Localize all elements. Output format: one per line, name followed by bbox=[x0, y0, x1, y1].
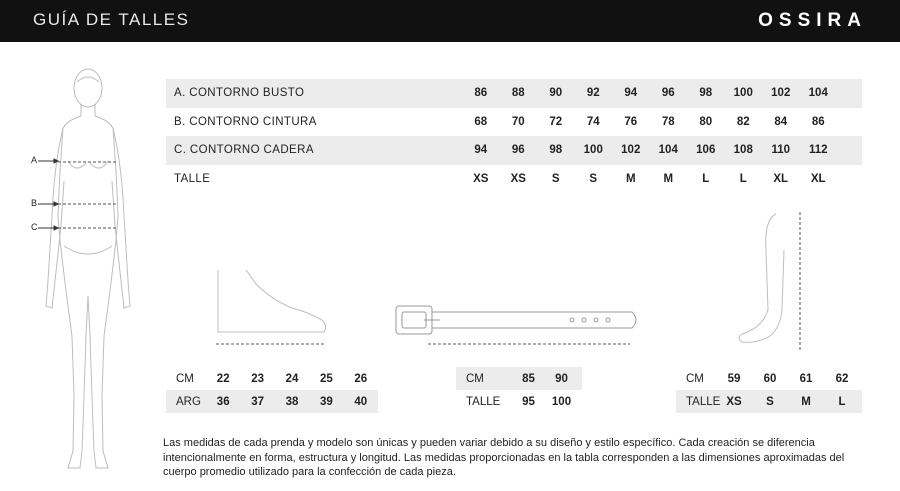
table-cell: 76 bbox=[624, 115, 638, 128]
table-cell: 90 bbox=[555, 372, 568, 385]
table-cell: 39 bbox=[319, 395, 333, 408]
table-row bbox=[456, 367, 582, 390]
row-label: TALLE bbox=[466, 395, 501, 408]
disclaimer-note: Las medidas de cada prenda y modelo son únicas y pueden variar debido a su diseño y estilo específico. Cada creación se diferencia intencionalmente en forma, estructura y longitud. Las medidas proporcionadas en la tabla corresponden a las dimensiones aproximadas del cuerpo promedio utilizado para la confección de cada pieza. bbox=[163, 437, 845, 478]
table-row bbox=[676, 367, 862, 390]
marker-c: C bbox=[31, 222, 38, 232]
table-cell: 84 bbox=[774, 115, 788, 128]
table-row-hip bbox=[166, 136, 862, 165]
table-cell: 86 bbox=[474, 87, 488, 100]
table-row-waist bbox=[166, 108, 862, 137]
table-cell: 78 bbox=[661, 115, 675, 128]
table-cell: 70 bbox=[511, 115, 525, 128]
header-bar bbox=[0, 0, 900, 42]
foot-illustration bbox=[212, 262, 332, 348]
row-label: CM bbox=[466, 372, 484, 385]
table-cell: 92 bbox=[586, 87, 600, 100]
table-cell: 59 bbox=[727, 372, 741, 385]
table-cell: XS bbox=[510, 172, 526, 185]
table-cell: 24 bbox=[285, 372, 299, 385]
table-cell: 94 bbox=[624, 87, 638, 100]
table-cell: L bbox=[702, 172, 710, 185]
table-cell: 100 bbox=[733, 87, 753, 100]
table-row bbox=[456, 390, 582, 413]
page-title: GUÍA DE TALLES bbox=[33, 10, 190, 29]
table-cell: S bbox=[766, 395, 774, 408]
arm-size-table bbox=[676, 367, 862, 413]
row-label: C. CONTORNO CADERA bbox=[174, 144, 314, 157]
table-cell: 95 bbox=[522, 395, 535, 408]
table-cell: 98 bbox=[549, 144, 563, 157]
table-row bbox=[676, 390, 862, 413]
table-cell: 112 bbox=[808, 144, 828, 157]
table-cell: 80 bbox=[699, 115, 713, 128]
row-label: ARG bbox=[176, 395, 201, 408]
table-cell: M bbox=[663, 172, 674, 185]
body-figure-illustration bbox=[28, 66, 138, 486]
table-cell: S bbox=[551, 172, 560, 185]
table-cell: S bbox=[589, 172, 598, 185]
table-cell: 100 bbox=[583, 144, 603, 157]
table-cell: L bbox=[739, 172, 747, 185]
table-cell: 110 bbox=[771, 144, 791, 157]
row-label: TALLE bbox=[686, 395, 721, 408]
table-cell: XS bbox=[473, 172, 489, 185]
table-cell: 38 bbox=[285, 395, 299, 408]
table-cell: 68 bbox=[474, 115, 488, 128]
table-cell: 88 bbox=[511, 87, 525, 100]
table-cell: XL bbox=[810, 172, 826, 185]
shoe-size-table bbox=[166, 367, 378, 413]
table-cell: 82 bbox=[736, 115, 750, 128]
table-cell: 104 bbox=[808, 87, 828, 100]
row-label: CM bbox=[176, 372, 194, 385]
table-cell: 108 bbox=[733, 144, 753, 157]
belt-illustration bbox=[392, 302, 644, 348]
table-cell: 86 bbox=[811, 115, 825, 128]
table-cell: XS bbox=[726, 395, 742, 408]
table-row bbox=[166, 390, 378, 413]
table-cell: 96 bbox=[661, 87, 675, 100]
table-cell: 96 bbox=[511, 144, 525, 157]
body-size-table bbox=[166, 79, 862, 193]
table-cell: L bbox=[838, 395, 846, 408]
arm-illustration bbox=[732, 210, 812, 352]
table-cell: 72 bbox=[549, 115, 563, 128]
marker-a: A bbox=[31, 155, 38, 165]
table-cell: 102 bbox=[621, 144, 641, 157]
table-row bbox=[166, 367, 378, 390]
table-cell: 60 bbox=[763, 372, 777, 385]
table-cell: 106 bbox=[696, 144, 716, 157]
row-label: CM bbox=[686, 372, 704, 385]
row-label: B. CONTORNO CINTURA bbox=[174, 115, 317, 128]
table-cell: 104 bbox=[658, 144, 678, 157]
table-cell: 25 bbox=[319, 372, 333, 385]
table-cell: 26 bbox=[354, 372, 368, 385]
table-cell: M bbox=[801, 395, 811, 408]
table-cell: 22 bbox=[216, 372, 230, 385]
table-cell: 74 bbox=[586, 115, 600, 128]
row-label: A. CONTORNO BUSTO bbox=[174, 87, 305, 100]
table-row-bust bbox=[166, 79, 862, 108]
table-cell: 40 bbox=[354, 395, 368, 408]
table-cell: 23 bbox=[251, 372, 264, 385]
table-cell: M bbox=[625, 172, 636, 185]
table-row-size bbox=[166, 165, 862, 194]
belt-size-table bbox=[456, 367, 582, 413]
table-cell: 94 bbox=[474, 144, 488, 157]
brand-logo: OSSIRA bbox=[758, 10, 867, 31]
table-cell: XL bbox=[773, 172, 789, 185]
table-cell: 37 bbox=[251, 395, 264, 408]
table-cell: 85 bbox=[522, 372, 535, 385]
table-cell: 62 bbox=[835, 372, 849, 385]
table-cell: 90 bbox=[549, 87, 563, 100]
row-label: TALLE bbox=[174, 172, 211, 185]
table-cell: 61 bbox=[799, 372, 813, 385]
table-cell: 102 bbox=[771, 87, 791, 100]
table-cell: 98 bbox=[699, 87, 713, 100]
table-cell: 100 bbox=[551, 395, 572, 408]
table-cell: 36 bbox=[216, 395, 230, 408]
marker-b: B bbox=[31, 198, 38, 208]
